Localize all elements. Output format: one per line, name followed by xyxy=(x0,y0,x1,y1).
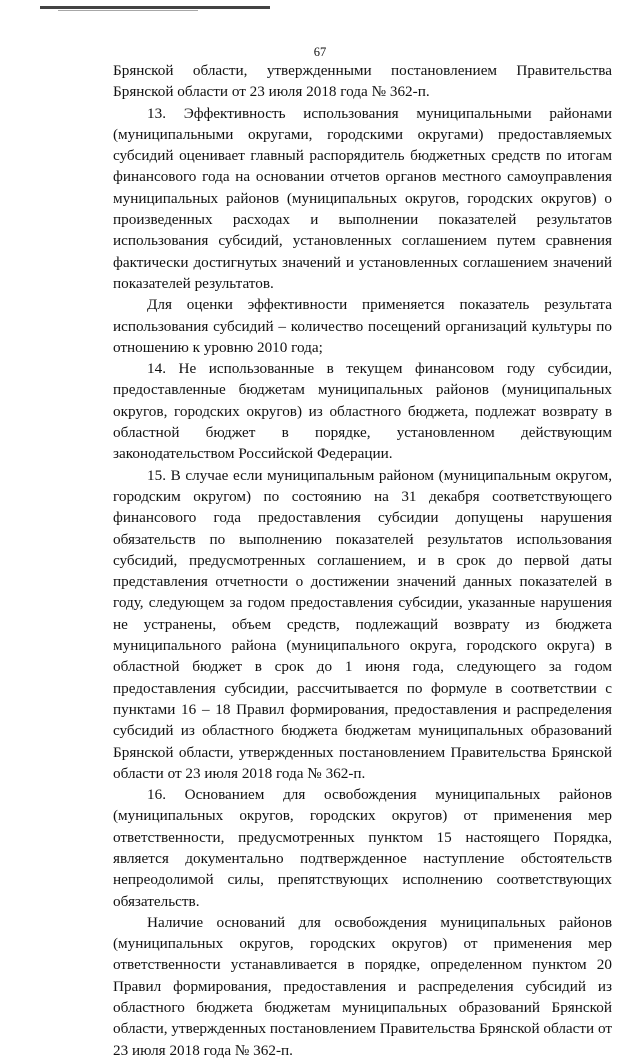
scan-artifact-line xyxy=(40,6,270,9)
paragraph-item-13: 13. Эффективность использования муниципальными районами (муниципальными округами, городскими округами) предоставляемых субсидий оценивает главный распорядитель бюджетных средств по итогам финансового года на основании отчетов органов местного самоуправления муниципальных районов (муниципальных округов, городских округов) о произведенных расходах и выполнении показателей результатов использования субсидий, установленных соглашением путем сравнения фактически достигнутых значений и установленных соглашением значений показателей результатов. xyxy=(113,104,612,292)
paragraph-efficiency-indicator: Для оценки эффективности применяется показатель результата использования субсидий – количество посещений организаций культуры по отношению к уровню 2010 года; xyxy=(113,296,612,356)
paragraph-item-14: 14. Не использованные в текущем финансовом году субсидии, предоставленные бюджетам муниципальных районов (муниципальных округов, городских округов) из областного бюджета, подлежат возврату в областной бюджет в порядке, установленном действующим законодательством Российской Федерации. xyxy=(113,360,612,463)
document-body xyxy=(113,60,612,1061)
paragraph-continuation: Брянской области, утвержденными постановлением Правительства Брянской области от 23 июля 2018 года № 362-п. xyxy=(113,62,612,101)
scan-artifact-line-faint xyxy=(58,10,198,11)
page-number: 67 xyxy=(313,45,327,59)
paragraph-item-16: 16. Основанием для освобождения муниципальных районов (муниципальных округов, городских округов) от применения мер ответственности, предусмотренных пунктом 15 настоящего Порядка, является документально подтвержденное наступление обстоятельств непреодолимой силы, препятствующих исполнению соответствующих обязательств. xyxy=(113,786,612,910)
paragraph-exemption-grounds: Наличие оснований для освобождения муниципальных районов (муниципальных округов, городских округов) от применения мер ответственности устанавливается в порядке, определенном пунктом 20 Правил формирования, предоставления и распределения субсидий из областного бюджета бюджетам муниципальных образований Брянской области, утвержденных постановлением Правительства Брянской области от 23 июля 2018 года № 362-п. xyxy=(113,913,612,1059)
paragraph-item-15: 15. В случае если муниципальным районом (муниципальным округом, городским округом) по состоянию на 31 декабря соответствующего финансового года предоставления субсидии допущены нарушения обязательств по выполнению показателей результатов использования субсидий, предусмотренных соглашением, и в срок до первой даты представления отчетности о достижении значений данных показателей в году, следующем за годом предоставления субсидии, указанные нарушения не устранены, объем средств, подлежащий возврату из бюджета муниципального района (муниципального округа, городского округа) в областной бюджет в срок до 1 июня года, следующего за годом предоставления субсидии, рассчитывается по формуле в соответствии с пунктами 16 – 18 Правил формирования, предоставления и распределения субсидий из областного бюджета бюджетам муниципальных образований Брянской области, утвержденных постановлением Правительства Брянской области от 23 июля 2018 года № 362-п. xyxy=(113,466,612,782)
